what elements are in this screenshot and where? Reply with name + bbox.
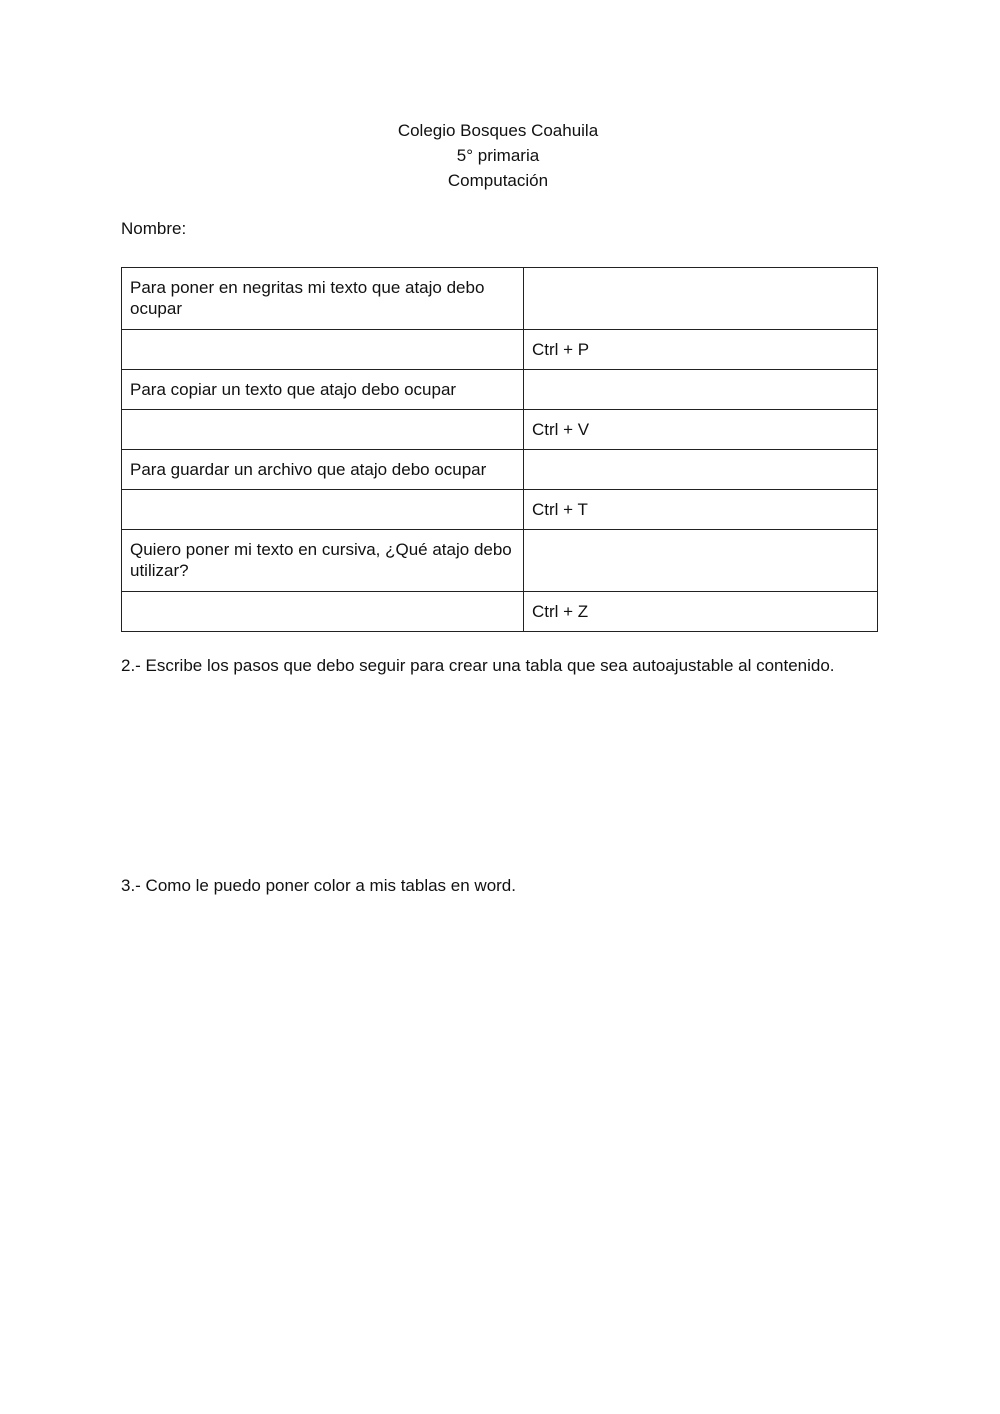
table-row [122, 450, 878, 490]
shortcut-cell: Ctrl + Z [524, 592, 878, 632]
document-header [0, 118, 996, 193]
answer-cell[interactable] [524, 370, 878, 410]
question-cell: Para copiar un texto que atajo debo ocupar [122, 370, 524, 410]
question-3-text: 3.- Como le puedo poner color a mis tablas en word. [121, 876, 516, 895]
table-row [122, 592, 878, 632]
question-cell: Para poner en negritas mi texto que atajo debo ocupar [122, 268, 524, 330]
shortcut-cell: Ctrl + P [524, 330, 878, 370]
answer-cell[interactable] [122, 490, 524, 530]
grade-level: 5° primaria [456, 146, 540, 165]
answer-cell[interactable] [122, 592, 524, 632]
answer-cell[interactable] [524, 450, 878, 490]
answer-cell[interactable] [122, 410, 524, 450]
shortcut-cell: Ctrl + T [524, 490, 878, 530]
answer-cell[interactable] [524, 530, 878, 592]
answer-cell[interactable] [122, 330, 524, 370]
question-cell: Para guardar un archivo que atajo debo ocupar [122, 450, 524, 490]
table-row [122, 530, 878, 592]
subject-title: Computación [447, 171, 549, 190]
table-row [122, 410, 878, 450]
question-cell: Quiero poner mi texto en cursiva, ¿Qué atajo debo utilizar? [122, 530, 524, 592]
table-row [122, 370, 878, 410]
table-row [122, 268, 878, 330]
name-field-label: Nombre: [121, 219, 187, 238]
shortcuts-table [121, 267, 878, 632]
school-name: Colegio Bosques Coahuila [397, 121, 599, 140]
table-row [122, 330, 878, 370]
shortcut-cell: Ctrl + V [524, 410, 878, 450]
answer-cell[interactable] [524, 268, 878, 330]
table-row [122, 490, 878, 530]
question-2-text: 2.- Escribe los pasos que debo seguir para crear una tabla que sea autoajustable al contenido. [121, 656, 835, 675]
